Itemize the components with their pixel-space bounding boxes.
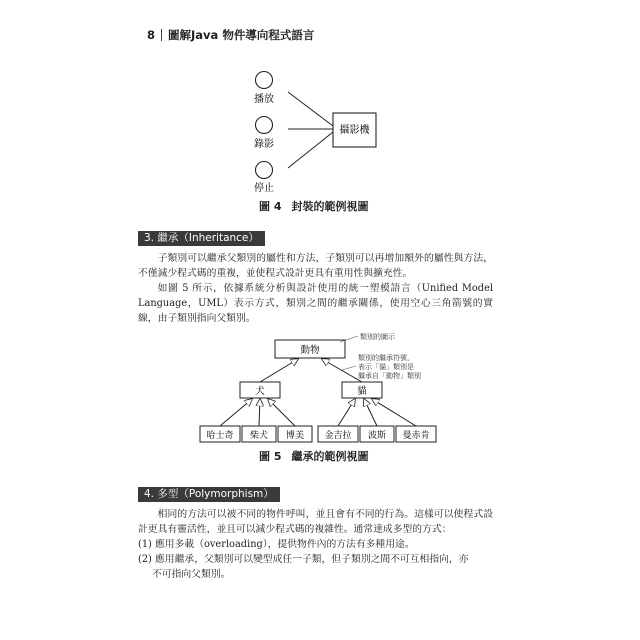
figure-4-number: 圖 4 [259, 200, 282, 213]
class-label-pomeranian: 博美 [285, 431, 305, 441]
section-4-heading: 4. 多型（Polymorphism） [138, 487, 280, 502]
actor-label-record: 錄影 [254, 139, 274, 150]
class-label-munchkin: 曼赤肯 [402, 431, 430, 441]
section-3-paragraph-1: 子類別可以繼承父類別的屬性和方法，子類別可以再增加額外的屬性與方法，不僅減少程式碼的重複，並使程式設計更具有重用性與擴充性。 [138, 253, 493, 279]
inheritance-arrow [260, 359, 298, 382]
section-4-item-2 [138, 552, 493, 582]
figure-5-number: 圖 5 [259, 450, 282, 463]
item-2-text-line-2: 不可指向父類別。 [152, 569, 231, 580]
figure-4-caption [259, 198, 368, 214]
section-3-paragraph-2: 如圖 5 所示，依據系統分析與設計使用的統一塑模語言（Unified Model Language，UML）表示方式，類別之間的繼承關係，使用空心三角箭號的實線，由子類別指向父類別。 [138, 283, 493, 324]
item-1-text: 應用多載（overloading），提供物件內的方法有多種用途。 [155, 539, 415, 550]
class-label-chinchilla: 金吉拉 [324, 431, 352, 441]
section-4-paragraph: 相同的方法可以被不同的物件呼叫，並且會有不同的行為。這樣可以使程式設計更具有靈活性，並且可以減少程式碼的複雜性。通常達成多型的方式： [138, 509, 493, 535]
section-3-body [138, 251, 493, 326]
actor-record [254, 117, 274, 151]
figure-4-title: 封裝的範例視圖 [291, 200, 369, 213]
actor-circle-icon [256, 72, 273, 89]
annotation-class-icon: 類別的圖示 [360, 333, 395, 341]
inheritance-arrow [364, 399, 377, 426]
section-4-item-1 [138, 537, 493, 552]
actor-circle-icon [256, 117, 273, 134]
book-title: 圖解Java 物件導向程式語言 [168, 28, 315, 42]
section-4-body [138, 507, 493, 537]
inheritance-arrow [372, 399, 416, 426]
item-1-mark: (1) [138, 539, 152, 550]
class-label-dog: 犬 [255, 386, 265, 397]
camera-label: 攝影機 [339, 125, 370, 136]
actor-circle-icon [256, 162, 273, 179]
inheritance-arrow [322, 359, 362, 382]
class-label-cat: 貓 [357, 386, 367, 397]
connector-line [288, 92, 333, 126]
class-label-animal: 動物 [300, 345, 320, 356]
figure-5-inheritance-diagram [190, 328, 450, 450]
inheritance-arrow [338, 399, 355, 426]
class-label-persian: 波斯 [367, 431, 387, 441]
connector-line [288, 132, 333, 168]
figure-5-caption [259, 448, 368, 464]
annotation-inherit-line-3: 繼承自「動物」類別 [358, 372, 421, 380]
actor-play [254, 72, 274, 106]
actor-label-play: 播放 [254, 94, 274, 105]
annotation-inherit-line-1: 類別的繼承符號， [358, 354, 414, 362]
item-2-mark: (2) [138, 554, 152, 565]
inheritance-arrow [268, 399, 295, 426]
annotation-inherit-line-2: 表示「貓」類別是 [358, 363, 414, 371]
section-3-heading: 3. 繼承（Inheritance） [138, 231, 265, 246]
class-label-shiba: 柴犬 [249, 431, 269, 441]
header-divider [161, 29, 162, 41]
actor-stop [254, 162, 274, 195]
actor-label-stop: 停止 [254, 183, 274, 194]
annotation-leader [340, 336, 358, 342]
class-label-husky: 哈士奇 [206, 431, 234, 441]
item-2-text-line-1: 應用繼承，父類別可以變型成任一子類，但子類別之間不可互相指向，亦 [155, 554, 469, 565]
running-header [147, 27, 314, 43]
annotation-leader [342, 366, 356, 370]
page-number: 8 [147, 28, 156, 42]
figure-5-title: 繼承的範例視圖 [291, 450, 369, 463]
inheritance-arrow [259, 399, 260, 426]
figure-4-encapsulation-diagram [230, 62, 390, 202]
inheritance-arrow [220, 399, 252, 426]
